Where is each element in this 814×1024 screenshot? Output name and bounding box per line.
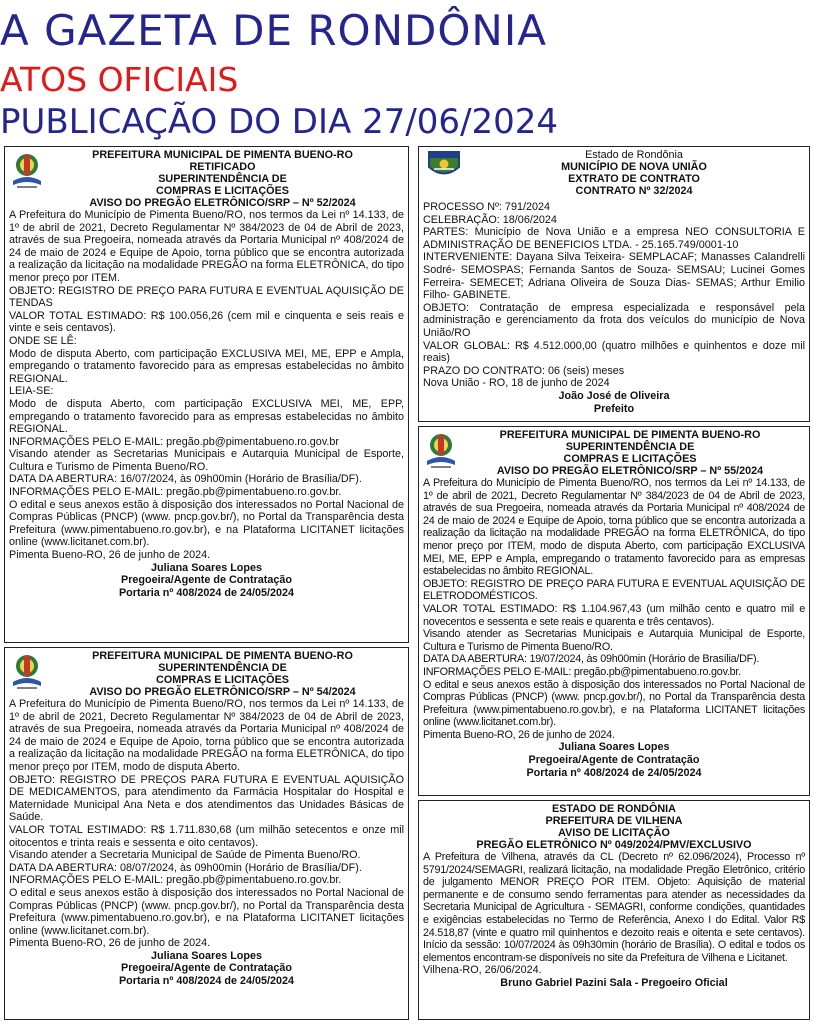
body-paragraph: Nova União - RO, 18 de junho de 2024	[423, 377, 610, 390]
body-paragraph: Pimenta Bueno-RO, 26 de junho de 2024.	[423, 728, 615, 741]
body-paragraph: A Prefeitura do Município de Pimenta Bueno/RO, nos termos da Lei nº 14.133, de 1º de abril de 2021, Decreto Regulamentar Nº 384/2023 de 04 de Abril de 2023, através de sua Pregoeira, nomeada através da Portaria Municipal nº 408/2024 de 24 de maio de 2024 e Equipe de Apoio, torna público que se encontra autorizada a realização da licitação na modalidade PREGÃO na forma ELETRÔNICA, do tipo menor preço por ITEM, modo de disputa Aberto.	[9, 698, 404, 773]
body-paragraph: Modo de disputa Aberto, com participação EXCLUSIVA MEI, ME, EPP, empregando o tratamento favorecido para as empresas estabelecidas no âmbito REGIONAL.	[9, 397, 404, 436]
header-line: AVISO DO PREGÃO ELETRÔNICO/SRP – Nº 54/2024	[89, 686, 356, 698]
body-paragraph: INFORMAÇÕES PELO E-MAIL: pregão.pb@pimentabueno.ro.gov.br	[9, 435, 340, 448]
header-line: COMPRAS E LICITAÇÕES	[563, 453, 697, 465]
nova-uniao-coat-of-arms-icon	[425, 149, 463, 181]
body-paragraph: A Prefeitura do Município de Pimenta Bueno/RO, nos termos da Lei nº 14.133, de 1º de abril de 2021, Decreto Regulamentar Nº 384/2023 de 04 de Abril de 2023, através de sua Pregoeira, nomeada através da Portaria Municipal nº 408/2024 de 24 de maio de 2024 e Equipe de Apoio, torna público que se encontra autorizada a realização da licitação na modalidade PREGÃO na forma ELETRÔNICA, do tipo menor preço por ITEM.	[9, 209, 404, 284]
body-paragraph: INFORMAÇÕES PELO E-MAIL: pregão.pb@pimentabueno.ro.gov.br.	[9, 486, 342, 499]
body-paragraph: VALOR TOTAL ESTIMADO: R$ 1.711.830,68 (um milhão setecentos e onze mil oitocentos e trinta reais e sessenta e oito centavos).	[9, 823, 404, 849]
body-paragraph: OBJETO: REGISTRO DE PREÇOS PARA FUTURA E EVENTUAL AQUISIÇÃO DE MEDICAMENTOS, para atendimento da Farmácia Hospitalar do Hospital e Maternidade Municipal Ana Neta e dos atendimentos das Unidades Básicas de Saúde.	[9, 773, 404, 824]
notice-pregao-54	[4, 647, 409, 1020]
body-paragraph: DATA DA ABERTURA: 16/07/2024, às 09h00min (Horário de Brasília/DF).	[9, 473, 362, 486]
body-paragraph: OBJETO: Contratação de empresa especializada e responsável pela administração e gerenciamento da frota dos veículos do município de Nova União/RO	[423, 301, 805, 339]
body-paragraph: OBJETO: REGISTRO DE PREÇO PARA FUTURA E EVENTUAL AQUISIÇÃO DE ELETRODOMÉSTICOS.	[423, 577, 805, 603]
pimenta-bueno-coat-of-arms-icon	[9, 151, 45, 189]
notice-vilhena-pregao-049	[418, 800, 810, 1020]
header-line: AVISO DO PREGÃO ELETRÔNICO/SRP – Nº 55/2024	[496, 465, 764, 477]
body-paragraph: OBJETO: REGISTRO DE PREÇO PARA FUTURA E EVENTUAL AQUISIÇÃO DE TENDAS	[9, 284, 404, 310]
header-line: PREFEITURA MUNICIPAL DE PIMENTA BUENO-RO	[92, 149, 353, 161]
notice-header	[9, 650, 404, 698]
body-paragraph: INFORMAÇÕES PELO E-MAIL: pregão.pb@pimentabueno.ro.gov.br.	[423, 665, 741, 678]
header-line: SUPERINTENDÊNCIA DE	[158, 173, 287, 185]
header-line: AVISO DO PREGÃO ELETRÔNICO/SRP – Nº 52/2024	[89, 197, 356, 209]
body-paragraph: A Prefeitura do Município de Pimenta Bueno/RO, nos termos da Lei nº 14.133, de 1º de abril de 2021, Decreto Regulamentar Nº 384/2023 de 04 de Abril de 2023, através de sua Pregoeira, nomeada através da Portaria Municipal nº 408/2024 de 24 de maio de 2024 e Equipe de Apoio, torna público que se encontra autorizada a realização da licitação na modalidade PREGÃO na forma ELETRÔNICA, do tipo menor preço por ITEM, modo de disputa Aberto, com participação EXCLUSIVA MEI, ME, EPP e Ampla, empregando o tratamento favorecido para as empresas estabelecidas no âmbito REGIONAL.	[423, 477, 805, 578]
signature-name: Juliana Soares Lopes	[558, 741, 670, 754]
body-paragraph: ONDE SE LÊ:	[9, 334, 77, 347]
pimenta-bueno-coat-of-arms-icon	[9, 652, 45, 690]
header-line: PREFEITURA DE VILHENA	[545, 815, 683, 827]
header-line: EXTRATO DE CONTRATO	[568, 173, 700, 185]
header-line: SUPERINTENDÊNCIA DE	[565, 441, 695, 453]
body-paragraph: A Prefeitura de Vilhena, através da CL (Decreto nº 62.096/2024), Processo nº 5791/2024/SEMAGRI, realizará licitação, na modalidade Pregão Eletrônico, critério de julgamento MENOR PREÇO POR ITEM. Objeto: Aquisição de material permanente e de consumo sendo ferramentas para atender as necessidades da Secretaria Municipal de Agricultura - SEMAGRI, conforme condições, quantidades e exigências estabelecidas no Termo de Referência, Anexo I do Edital. Valor R$ 24.518,87 (vinte e quatro mil quinhentos e dezoito reais e oitenta e sete centavos). Início da sessão: 10/07/2024 às 09h30min (horário de Brasília). O edital e todos os elementos encontram-se disponíveis no site da Prefeitura de Vilhena e Licitanet.	[423, 851, 805, 964]
header-line: Estado de Rondônia	[585, 149, 683, 161]
signature-name: Juliana Soares Lopes	[150, 949, 262, 962]
newspaper-title: A GAZETA DE RONDÔNIA	[0, 6, 547, 55]
signature-name: Juliana Soares Lopes	[150, 561, 262, 574]
body-paragraph: PROCESSO Nº: 791/2024	[423, 201, 550, 213]
body-paragraph: PARTES: Município de Nova União e a empresa NEO CONSULTORIA E ADMINISTRAÇÃO DE BENEFICIOS LTDA. - 25.165.749/0001-10	[423, 226, 805, 251]
body-paragraph: INTERVENIENTE: Dayana Silva Teixeira- SEMPLACAF; Manasses Calandrelli Sodré- SEMOSPAS; Fernanda Santos de Souza- SEMSAU; Lucinei Gomes Ferreira- SEMECET; Adriana Oliveira de Souza Dias- SEMAS; Arthur Emilio Filho- GABINETE.	[423, 251, 805, 302]
publication-date: PUBLICAÇÃO DO DIA 27/06/2024	[0, 102, 559, 142]
body-paragraph: Visando atender a Secretaria Municipal de Saúde de Pimenta Bueno/RO.	[9, 849, 361, 862]
signature-portaria: Portaria nº 408/2024 de 24/05/2024	[118, 975, 294, 988]
notice-header	[423, 429, 805, 477]
body-paragraph: Modo de disputa Aberto, com participação EXCLUSIVA MEI, ME, EPP e Ampla, empregando o tratamento favorecido para as empresas estabelecidas no âmbito REGIONAL.	[9, 347, 404, 385]
notice-header	[9, 149, 404, 209]
header-line: PREGÃO ELETRÔNICO Nº 049/2024/PMV/EXCLUSIVO	[476, 839, 752, 851]
body-paragraph: Vilhena-RO, 26/06/2024.	[423, 964, 542, 977]
body-paragraph: VALOR GLOBAL: R$ 4.512.000,00 (quatro milhões e quinhentos e doze mil reais)	[423, 339, 805, 365]
notice-pregao-52	[4, 146, 409, 643]
header-line: PREFEITURA MUNICIPAL DE PIMENTA BUENO-RO	[92, 650, 353, 662]
header-line: COMPRAS E LICITAÇÕES	[156, 185, 289, 197]
notice-header	[423, 803, 805, 851]
body-paragraph: DATA DA ABERTURA: 19/07/2024, às 09h00min (Horário de Brasília/DF).	[423, 653, 760, 666]
body-paragraph: O edital e seus anexos estão à disposição dos interessados no Portal Nacional de Compras Públicas (PNCP) (www. pncp.gov.br/), no Portal da Transparência desta Prefeitura (www.pimentabueno.ro.gov.br), e na Plataforma LICITANET licitações online (www.licitanet.com.br).	[9, 886, 404, 937]
notice-pregao-55	[418, 426, 810, 796]
body-paragraph: Visando atender as Secretarias Municipais e Autarquia Municipal de Esporte, Cultura e Turismo de Pimenta Bueno/RO.	[423, 628, 805, 653]
signature-role: Pregoeira/Agente de Contratação	[121, 962, 292, 975]
header-line: SUPERINTENDÊNCIA DE	[158, 662, 287, 674]
pimenta-bueno-coat-of-arms-icon	[423, 431, 459, 469]
signature-portaria: Portaria nº 408/2024 de 24/05/2024	[526, 766, 702, 779]
notice-contrato-32	[418, 146, 810, 422]
signature-name: João José de Oliveira	[558, 389, 670, 402]
body-paragraph: O edital e seus anexos estão à disposição dos interessados no Portal Nacional de Compras Públicas (PNCP) (www. pncp.gov.br/), no Portal da Transparência desta Prefeitura (www.pimentabueno.ro.gov.br), e na Plataforma LICITANET licitações online (www.licitanet.com.br).	[9, 498, 404, 549]
header-line: PREFEITURA MUNICIPAL DE PIMENTA BUENO-RO	[499, 429, 761, 441]
header-line: MUNICÍPIO DE NOVA UNIÃO	[561, 161, 707, 173]
header-line: ESTADO DE RONDÔNIA	[552, 803, 676, 815]
body-paragraph: O edital e seus anexos estão à disposição dos interessados no Portal Nacional de Compras Públicas (PNCP) (www. pncp.gov.br/), no Portal da Transparência desta Prefeitura (www.pimentabueno.ro.gov.br), e na Plataforma LICITANET licitações online (www.licitanet.com.br).	[423, 678, 805, 729]
header-line: CONTRATO Nº 32/2024	[575, 185, 693, 197]
signature-role: Pregoeira/Agente de Contratação	[121, 574, 292, 587]
body-paragraph: Visando atender as Secretarias Municipais e Autarquia Municipal de Esporte, Cultura e Turismo de Pimenta Bueno/RO.	[9, 448, 404, 473]
body-paragraph: LEIA-SE:	[9, 385, 54, 398]
body-paragraph: Pimenta Bueno-RO, 26 de junho de 2024.	[9, 937, 211, 950]
section-title: ATOS OFICIAIS	[0, 60, 239, 99]
body-paragraph: VALOR TOTAL ESTIMADO: R$ 100.056,26 (cem mil e cinquenta e seis reais e vinte e seis centavos).	[9, 309, 404, 335]
body-paragraph: DATA DA ABERTURA: 08/07/2024, às 09h00min (Horário de Brasília/DF).	[9, 861, 362, 874]
signature-name: Bruno Gabriel Pazini Sala - Pregoeiro Oficial	[500, 976, 728, 989]
header-line: COMPRAS E LICITAÇÕES	[156, 674, 289, 686]
body-paragraph: VALOR TOTAL ESTIMADO: R$ 1.104.967,43 (um milhão cento e quatro mil e novecentos e sessenta e sete reais e quarenta e três centavos).	[423, 602, 805, 628]
signature-role: Prefeito	[593, 402, 635, 415]
body-paragraph: Pimenta Bueno-RO, 26 de junho de 2024.	[9, 549, 211, 562]
notice-header	[423, 149, 805, 197]
body-paragraph: CELEBRAÇÃO: 18/06/2024	[423, 213, 557, 226]
signature-role: Pregoeira/Agente de Contratação	[528, 754, 700, 767]
signature-portaria: Portaria nº 408/2024 de 24/05/2024	[118, 586, 294, 599]
header-line: AVISO DE LICITAÇÃO	[558, 827, 670, 839]
body-paragraph: INFORMAÇÕES PELO E-MAIL: pregão.pb@pimentabueno.ro.gov.br.	[9, 874, 342, 887]
header-line: RETIFICADO	[189, 161, 256, 173]
body-paragraph: PRAZO DO CONTRATO: 06 (seis) meses	[423, 364, 625, 377]
